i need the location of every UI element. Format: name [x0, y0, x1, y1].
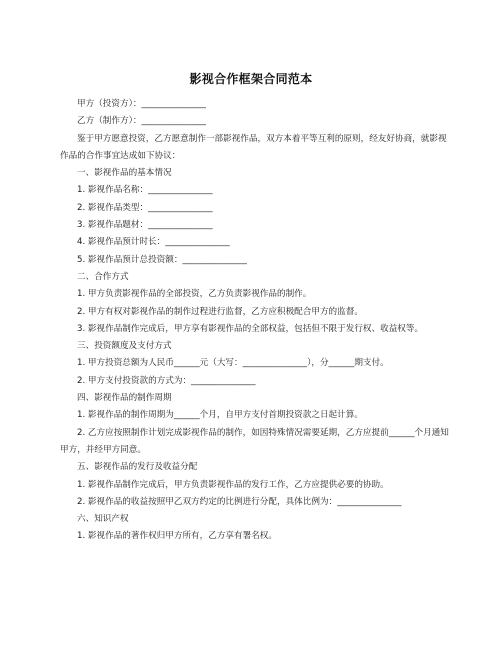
section-heading: 六、知识产权	[77, 514, 129, 525]
clause-line: 4. 影视作品预计时长：_______________	[77, 237, 230, 248]
clause-line: 2. 影视作品类型：_______________	[77, 202, 213, 213]
party-a-line: 甲方（投资方）：_______________	[77, 99, 206, 109]
clause-line: 5. 影视作品预计总投资额：_______________	[77, 254, 247, 265]
clause-paragraph: 2. 乙方应按照制作计划完成影视作品的制作，如因特殊情况需要延期，乙方应提前______个月通知甲方，并经甲方同意。	[60, 427, 449, 455]
section-heading: 二、合作方式	[77, 271, 129, 282]
preamble-paragraph: 鉴于甲方愿意投资，乙方愿意制作一部影视作品，双方本着平等互利的原则，经友好协商，就影视作品的合作事宜达成如下协议：	[60, 133, 447, 161]
section-heading: 三、投资额度及支付方式	[77, 341, 172, 352]
section-heading: 四、影视作品的制作周期	[77, 393, 172, 404]
clause-line: 3. 影视作品题材：_______________	[77, 220, 213, 231]
document-body	[60, 96, 452, 546]
clause-line: 1. 甲方投资总额为人民币______元（大写：_______________），分______期支付。	[77, 358, 389, 369]
document-title: 影视合作框架合同范本	[189, 72, 313, 86]
clause-line: 1. 甲方负责影视作品的全部投资，乙方负责影视作品的制作。	[77, 289, 312, 300]
clause-line: 1. 影视作品的著作权归甲方所有，乙方享有署名权。	[77, 531, 277, 542]
clause-line: 2. 甲方有权对影视作品的制作过程进行监督，乙方应积极配合甲方的监督。	[77, 306, 363, 317]
section-heading: 五、影视作品的发行及收益分配	[77, 462, 198, 473]
clause-paragraph: 3. 影视作品制作完成后，甲方享有影视作品的全部权益，包括但不限于发行权、收益权等。	[77, 323, 424, 334]
clause-line: 1. 影视作品制作完成后，甲方负责影视作品的发行工作，乙方应提供必要的协助。	[77, 479, 389, 490]
clause-paragraph: 2. 影视作品的收益按照甲乙双方约定的比例进行分配，具体比例为：_______________	[77, 496, 402, 507]
clause-line: 2. 甲方支付投资款的方式为：_______________	[77, 375, 256, 386]
clause-line: 1. 影视作品的制作周期为______个月，自甲方支付首期投资款之日起计算。	[77, 410, 363, 421]
section-heading: 一、影视作品的基本情况	[77, 168, 172, 179]
party-b-line: 乙方（制作方）：_______________	[77, 116, 206, 127]
clause-line: 1. 影视作品名称：_______________	[77, 185, 213, 196]
